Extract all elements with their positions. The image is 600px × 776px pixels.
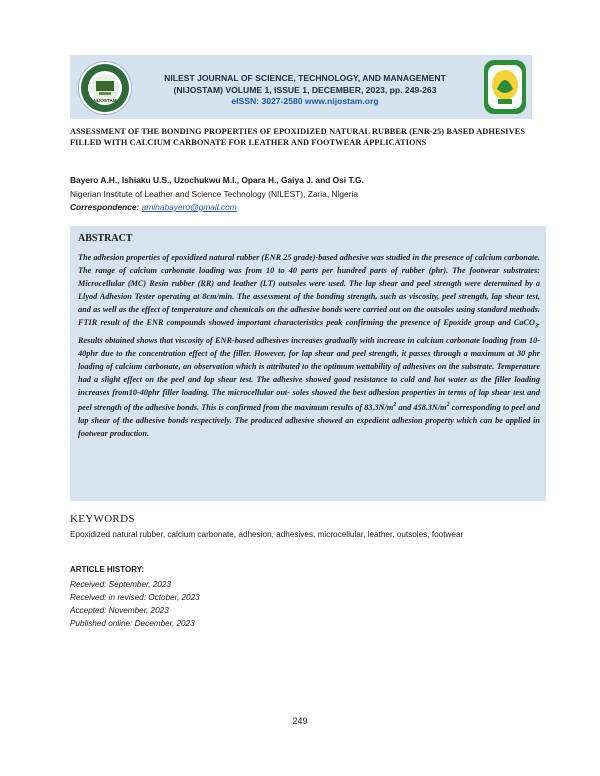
institute-crest-icon (482, 59, 528, 115)
keywords-heading: KEYWORDS (70, 513, 135, 525)
journal-masthead (140, 73, 470, 108)
history-accepted: Accepted: November, 2023 (70, 606, 169, 615)
article-title: ASSESSMENT OF THE BONDING PROPERTIES OF EPOXIDIZED NATURAL RUBBER (ENR-25) BASED ADHESIVES FILLED WITH CALCIUM CARBONATE FOR LEATHER AND FOOTWEAR APPLICATIONS (70, 127, 526, 147)
history-revised: Received: in revised: October, 2023 (70, 593, 200, 602)
correspondence-email-link[interactable]: aminabayero@gmail.com (141, 202, 237, 212)
abstract-subscript-3: 3 (534, 323, 538, 330)
history-received: Received: September, 2023 (70, 580, 172, 589)
author-list: Bayero A.H., Ishiaku U.S., Uzochukwu M.I., Opara H., Gaiya J. and Osi T.G. (70, 175, 364, 185)
abstract-superscript-2b: 2 (446, 402, 450, 409)
article-history-heading: ARTICLE HISTORY: (70, 565, 145, 574)
journal-name-line: NILEST JOURNAL OF SCIENCE, TECHNOLOGY, AND MANAGEMENT (164, 73, 446, 83)
abstract-body (78, 251, 540, 440)
journal-eissn-line[interactable]: eISSN: 3027-2580 www.nijostam.org (231, 96, 379, 106)
correspondence-label: Correspondence: (70, 202, 140, 212)
abstract-text-part-3: and 458.3N/m (396, 403, 447, 413)
abstract-superscript-2a: 2 (393, 402, 397, 409)
journal-seal-text: NIJOSTAM (93, 98, 117, 103)
history-published: Published online: December, 2023 (70, 619, 195, 628)
correspondence-line (70, 202, 237, 212)
author-affiliation: Nigerian Institute of Leather and Science Technology (NILEST), Zaria, Nigeria (70, 189, 358, 199)
abstract-heading: ABSTRACT (78, 233, 133, 244)
abstract-text-part-1: The adhesion properties of epoxidized natural rubber (ENR 25 grade)-based adhesive was studied in the presence of calcium carbonate. The range of calcium carbonate loading was from 10 to 40 parts per hundred parts of rubber (phr). The footwear substrates: Microcellular (MC) Resin rubber (RR) and leather (LT) outsoles were used. The lap shear and peel strength were determined by a Llyod Adhesion Tester operating at 8cm/min. The assessment of the bonding strength, such as viscosity, peel strength, lap shear test, and as well as the effect of temperature and chemicals on the adhesive bonds were carried out on the outsoles using standard methods. FTIR result of the ENR compounds showed important characteristics peak confirming the presence of Epoxide group and CaCO (78, 253, 540, 328)
article-history-list (70, 578, 200, 630)
journal-volume-line: (NIJOSTAM) VOLUME 1, ISSUE 1, DECEMBER, 2023, pp. 249-263 (173, 84, 437, 95)
abstract-text-part-2: . Results obtained shows that viscosity of ENR-based adhesives increases gradually with increase in calcium carbonate loading from 10-40phr due to the concentration effect of the filler. However, for lap shear and peel strength, it passes through a maximum at 30 phr loading of calcium carbonate, an observation which is attributed to the optimum wettability of adhesives on the substrate. Temperature had a slight effect on the peel and lap shear test. The adhesive showed good resistance to cold and hot water as the filler loading increases from10-40phr filler loading. The microcellular out- soles showed the best adhesion properties in terms of lap shear test and peel strength of the adhesive bonds. This is confirmed from the maximum results of 83.3N/m (78, 318, 540, 413)
abstract-text-part-4: corresponding to peel and lap shear of the adhesive bonds respectively. The produced adhesive showed an expedient adhesion property which can be applied in footwear production. (78, 403, 541, 439)
journal-seal-icon (78, 61, 132, 115)
page-number: 249 (292, 716, 308, 726)
keywords-list: Epoxidized natural rubber, calcium carbonate, adhesion, adhesives, microcellular, leather, outsoles, footwear (70, 530, 464, 539)
